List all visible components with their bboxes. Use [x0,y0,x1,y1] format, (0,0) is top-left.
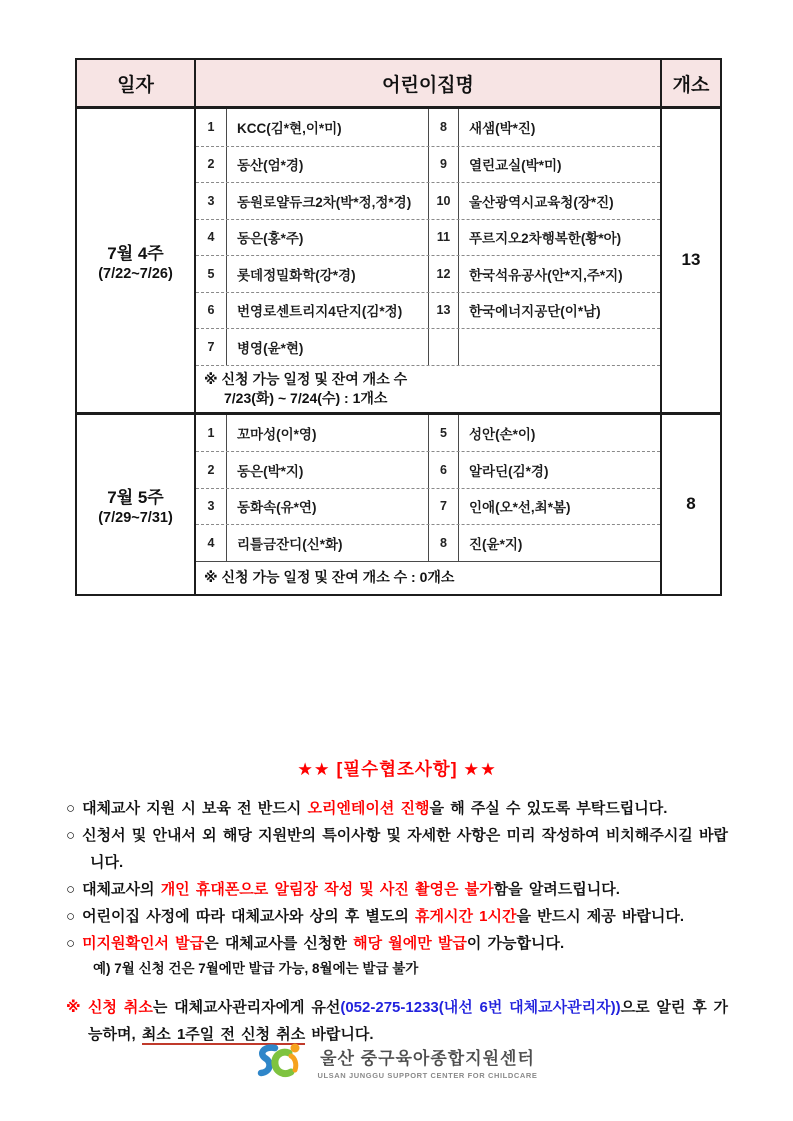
notice-item [66,930,728,957]
center-row [196,182,660,219]
center-name: 병영(윤*현) [226,329,428,365]
center-name: 푸르지오2차행복한(황*아) [458,220,660,256]
footer-logo [0,1040,793,1084]
week5-section [77,412,720,594]
center-number: 1 [207,120,215,135]
center-name [458,329,660,365]
notice-item [66,795,728,822]
center-number: 4 [207,535,215,550]
notice-text-segment: 으로 알린 후 가능하며, [88,999,728,1043]
center-number: 2 [207,462,215,477]
notice-text-segment: 함을 알려드립니다. [493,881,620,898]
header-date: 일자 [77,60,196,106]
circle-bullet-icon: ○ [66,881,76,898]
week-label: 7월 4주 [107,243,164,263]
date-range-label: (7/22~7/26) [98,265,173,282]
notice-items [66,795,728,957]
center-name: 진(윤*지) [458,525,660,561]
notice-text-segment: 대체교사의 [82,881,161,898]
notice-text-segment: 을 해 주실 수 있도록 부탁드립니다. [429,800,668,817]
center-name: 인애(오*선,최*봄) [458,489,660,525]
center-row [196,451,660,488]
center-name: KCC(김*현,이*미) [226,109,428,146]
circle-bullet-icon: ○ [66,827,76,844]
notice-text-segment: 는 대체교사관리자에게 유선 [152,999,341,1016]
center-name: 새샘(박*진) [458,109,660,146]
week4-date-cell [77,109,196,412]
logo-korean-name: 울산 중구육아종합지원센터 [320,1049,535,1068]
week-label: 7월 5주 [107,487,164,507]
notice-item [66,876,728,903]
notice-section [66,756,728,1048]
center-name: 동원로얄듀크2차(박*정,정*경) [226,183,428,219]
notice-item [66,903,728,930]
center-row [196,109,660,146]
center-row [196,146,660,183]
week4-section [77,109,720,412]
notice-text-segment: 오리엔테이션 진행 [307,800,430,817]
circle-bullet-icon: ○ [66,908,76,925]
center-number: 8 [428,109,458,146]
notice-text-segment: 바랍니다. [305,1026,374,1043]
center-number: 13 [428,293,458,329]
availability-note-line: ※ 신청 가능 일정 및 잔여 개소 수 [204,370,408,387]
notice-text-segment: 어린이집 사정에 따라 대체교사와 상의 후 별도의 [82,908,416,925]
center-logo-icon [255,1040,307,1084]
center-row [196,255,660,292]
center-name: 동은(홍*주) [226,220,428,256]
center-name: 동산(엄*경) [226,147,428,183]
notice-text-segment: (052-275-1233(내선 6번 대체교사관리자)) [340,999,621,1016]
notice-example: 예) 7월 신청 건은 7월에만 발급 가능, 8월에는 발급 불가 [93,961,419,976]
center-number: 1 [207,425,215,440]
center-number: 7 [207,339,215,354]
center-number: 3 [207,193,215,208]
notice-text-segment: 대체교사 지원 시 보육 전 반드시 [82,800,308,817]
availability-note-line: 7/23(화) ~ 7/24(수) : 1개소 [224,389,388,406]
circle-bullet-icon: ○ [66,935,76,952]
center-name: 울산광역시교육청(장*진) [458,183,660,219]
center-number: 7 [428,489,458,525]
logo-text [317,1044,537,1080]
date-range-label: (7/29~7/31) [98,509,173,526]
center-name: 꼬마성(이*영) [226,415,428,452]
center-number: 5 [207,266,215,281]
table-header-row [77,60,720,109]
notice-title: ★★ [필수협조사항] ★★ [297,759,497,779]
notice-text-segment: 해당 월에만 발급 [353,935,467,952]
availability-note [196,365,660,412]
center-number: 12 [428,256,458,292]
availability-note-line: ※ 신청 가능 일정 및 잔여 개소 수 : 0개소 [204,569,455,585]
center-number: 10 [428,183,458,219]
center-name: 열린교실(박*미) [458,147,660,183]
logo-english-name: ULSAN JUNGGU SUPPORT CENTER FOR CHILDCARE [317,1071,538,1080]
notice-text-segment: ※ 신청 취소 [66,999,153,1016]
center-number: 5 [428,415,458,452]
center-number [428,329,458,365]
center-number: 3 [207,499,215,514]
notice-text-segment: 을 반드시 제공 바랍니다. [516,908,685,925]
center-name: 알라딘(김*경) [458,452,660,488]
center-row [196,292,660,329]
notice-item [66,822,728,876]
schedule-table [75,58,722,596]
center-number: 9 [428,147,458,183]
center-row [196,415,660,452]
center-row [196,328,660,365]
center-row [196,219,660,256]
notice-text-segment: 이 가능합니다. [466,935,565,952]
week5-date-cell [77,415,196,594]
center-name: 번영로센트리지4단지(김*정) [226,293,428,329]
center-number: 11 [428,220,458,256]
center-name: 성안(손*이) [458,415,660,452]
center-row [196,524,660,561]
center-number: 6 [207,303,215,318]
week5-count: 8 [660,415,720,594]
notice-text-segment: 휴게시간 1시간 [415,908,517,925]
week5-centers [196,415,660,594]
center-name: 한국석유공사(안*지,주*지) [458,256,660,292]
center-name: 한국에너지공단(이*남) [458,293,660,329]
center-row [196,488,660,525]
center-number: 4 [207,230,215,245]
notice-text-segment: 미지원확인서 발급 [82,935,205,952]
center-name: 롯데정밀화학(강*경) [226,256,428,292]
center-number: 2 [207,157,215,172]
notice-text-segment: 은 대체교사를 신청한 [204,935,354,952]
week4-count: 13 [660,109,720,412]
center-name: 동화속(유*연) [226,489,428,525]
notice-text-segment: 개인 휴대폰으로 알림장 작성 및 사진 촬영은 불가 [160,881,494,898]
week4-centers [196,109,660,412]
center-number: 8 [428,525,458,561]
center-name: 리틀금잔디(신*화) [226,525,428,561]
header-count: 개소 [660,60,720,106]
header-center-name: 어린이집명 [382,74,474,96]
center-number: 6 [428,452,458,488]
notice-text-segment: 최소 1주일 전 신청 취소 [141,1026,306,1043]
center-name: 동은(박*지) [226,452,428,488]
notice-text-segment: 신청서 및 안내서 외 해당 지원반의 특이사항 및 자세한 사항은 미리 작성하여 비치해주시길 바랍니다. [82,827,728,871]
availability-note [196,561,660,594]
circle-bullet-icon: ○ [66,800,76,817]
